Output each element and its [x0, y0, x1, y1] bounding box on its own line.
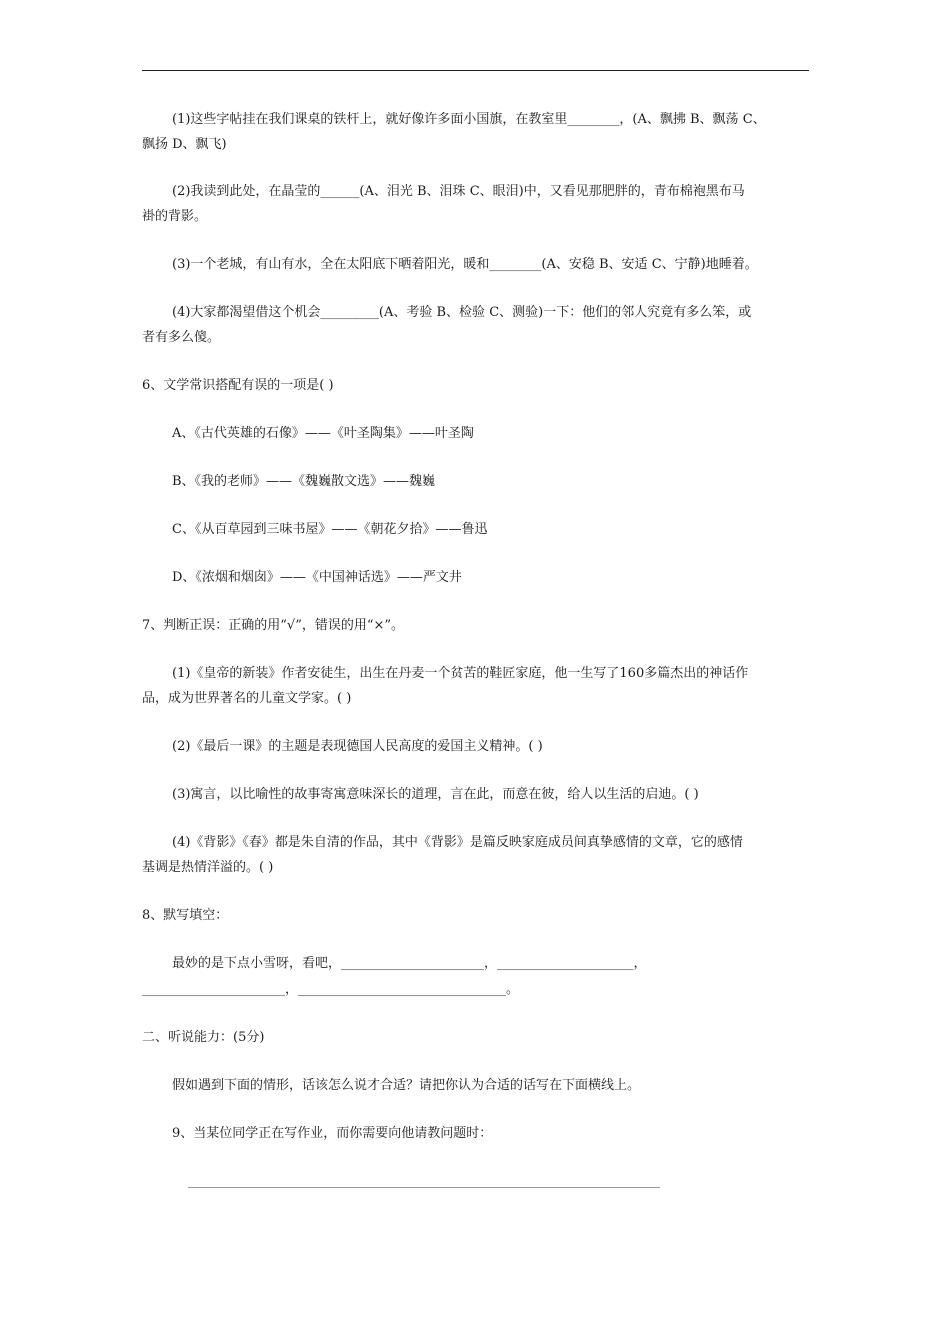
q8-stem: 8、默写填空：	[142, 908, 229, 923]
q6-option-d: D、《浓烟和烟囱》——《中国神话选》——严文井	[172, 570, 462, 585]
q5-item3-line1: (3)一个老城，有山有水，全在太阳底下晒着阳光，暖和________(A、安稳 B、安适 C、宁静)地睡着。	[172, 257, 758, 272]
q7-item1-line1: (1)《皇帝的新装》作者安徒生，出生在丹麦一个贫苦的鞋匠家庭，他一生写了160多篇杰出的神话作	[172, 666, 749, 681]
part2-heading: 二、听说能力：(5分)	[142, 1030, 265, 1045]
q5-item1-line2: 飘扬 D、飘飞)	[142, 137, 227, 152]
q7-item4-line2: 基调是热情洋溢的。( )	[142, 860, 274, 875]
q5-item1-line1: (1)这些字帖挂在我们课桌的铁杆上，就好像许多面小国旗，在教室里________，(A、飘拂 B、飘荡 C、	[172, 112, 766, 127]
q8-fill-line1: 最妙的是下点小雪呀，看吧，______________________，_____________________，	[172, 956, 647, 971]
q7-item1-line2: 品，成为世界著名的儿童文学家。( )	[142, 691, 352, 706]
q6-option-a: A、《古代英雄的石像》——《叶圣陶集》——叶圣陶	[172, 426, 474, 441]
q7-item4-line1: (4)《背影》《春》都是朱自清的作品，其中《背影》是篇反映家庭成员间真挚感情的文章，它的感情	[172, 835, 743, 850]
part2-intro: 假如遇到下面的情形，话该怎么说才合适？请把你认为合适的话写在下面横线上。	[172, 1078, 641, 1093]
q6-option-b: B、《我的老师》——《魏巍散文选》——魏巍	[172, 474, 436, 489]
q6-option-c: C、《从百草园到三味书屋》——《朝花夕拾》——鲁迅	[172, 522, 488, 537]
q7-stem: 7、判断正误：正确的用“√”，错误的用“×”。	[142, 618, 405, 633]
q8-fill-line2: ______________________，________________________________。	[142, 982, 519, 997]
q7-item2: (2)《最后一课》的主题是表现德国人民高度的爱国主义精神。( )	[172, 739, 543, 754]
q5-item4-line2: 者有多么傻。	[142, 330, 221, 345]
q7-item3: (3)寓言，以比喻性的故事寄寓意味深长的道理，言在此，而意在彼，给人以生活的启迪。( )	[172, 787, 699, 802]
q5-item2-line1: (2)我读到此处，在晶莹的______(A、泪光 B、泪珠 C、眼泪)中，又看见那肥胖的，青布棉袍黑布马	[172, 184, 745, 199]
q9-stem: 9、当某位同学正在写作业，而你需要向他请教问题时：	[172, 1126, 493, 1141]
q6-stem: 6、文学常识搭配有误的一项是( )	[142, 378, 334, 393]
q5-item2-line2: 褂的背影。	[142, 209, 208, 224]
header-rule	[142, 70, 809, 71]
q9-answer-line	[188, 1187, 660, 1188]
q5-item4-line1: (4)大家都渴望借这个机会_________(A、考验 B、检验 C、测验)一下：他们的邻人究竟有多么笨，或	[172, 305, 752, 320]
